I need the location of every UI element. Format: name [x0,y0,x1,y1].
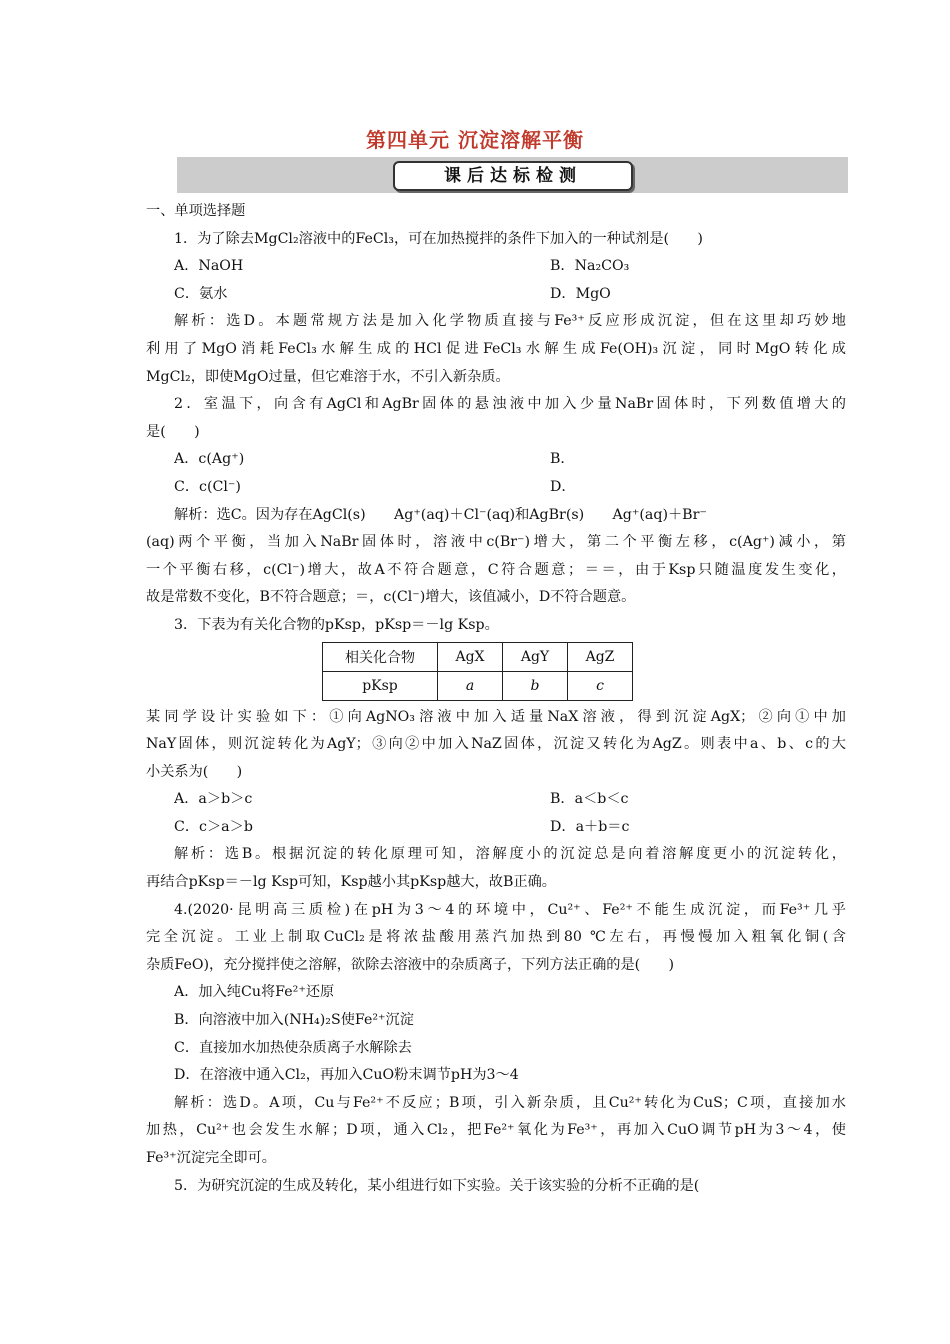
q4-option-c: C．直接加水加热使杂质离子水解除去 [174,1039,412,1056]
table-header-cell: AgX [438,642,503,671]
table-header-cell: 相关化合物 [323,642,438,671]
q2-options-ab [146,446,846,474]
q3-analysis-2: 再结合pKsp＝－lg Ksp可知，Ksp越小其pKsp越大，故B正确。 [146,874,556,891]
q2-stem-2: 是( ) [146,423,200,440]
q3-description-3: 小关系为( ) [146,763,243,780]
table-cell [568,671,633,700]
q1-stem: 1．为了除去MgCl₂溶液中的FeCl₃，可在加热搅拌的条件下加入的一种试剂是( ) [174,230,703,247]
q3-option-b: B．a＜b＜c [550,791,629,808]
q4-option-b: B．向溶液中加入(NH₄)₂S使Fe²⁺沉淀 [174,1012,414,1029]
q1-analysis-1: 解析：选D。本题常规方法是加入化学物质直接与Fe³⁺反应形成沉淀，但在这里却巧妙地 [174,313,846,330]
section-heading: 一、单项选择题 [146,203,246,219]
q2-option-c: C．c(Cl⁻) [174,478,241,495]
q2-stem-1: 2．室温下，向含有AgCl和AgBr固体的悬浊液中加入少量NaBr固体时，下列数值增大的 [174,396,846,413]
q3-stem: 3．下表为有关化合物的pKsp，pKsp＝－lg Ksp。 [174,616,499,633]
q2-analysis-1: 解析：选C。因为存在AgCl(s) Ag⁺(aq)＋Cl⁻(aq)和AgBr(s) Ag⁺(aq)＋Br⁻ [174,506,707,523]
table-cell-value: b [530,677,540,694]
q2-analysis-3: 一个平衡右移，c(Cl⁻)增大，故A不符合题意，C符合题意；＝＝，由于Ksp只随温度发生变化， [146,561,846,578]
q3-option-c: C．c＞a＞b [174,818,253,835]
q1-analysis-2: 利用了MgO消耗FeCl₃水解生成的HCl促进FeCl₃水解生成Fe(OH)₃沉淀，同时MgO转化成 [146,340,846,357]
banner-label: 课后达标检测 [393,161,633,191]
q1-analysis-3: MgCl₂，即使MgO过量，但它难溶于水，不引入新杂质。 [146,368,510,385]
table-row [323,671,633,700]
q4-analysis-2: 加热，Cu²⁺也会发生水解；D项，通入Cl₂，把Fe²⁺氧化为Fe³⁺，再加入CuO调节pH为3～4，使 [146,1122,846,1139]
q4-option-a: A．加入纯Cu将Fe²⁺还原 [174,984,335,1001]
table-cell-value: a [465,677,475,694]
table-cell [438,671,503,700]
q2-option-b: B． [550,451,575,468]
q4-analysis-3: Fe³⁺沉淀完全即可。 [146,1150,276,1166]
q1-option-d: D．MgO [550,285,611,302]
table-cell [503,671,568,700]
table-cell-value: c [596,677,604,694]
q3-option-d: D．a＋b＝c [550,818,630,835]
q3-options-cd [146,814,846,842]
content [146,198,846,1200]
q3-description-2: NaY固体，则沉淀转化为AgY；③向②中加入NaZ固体，沉淀又转化为AgZ。则表中a、b、c的大 [146,736,846,753]
q4-analysis-1: 解析：选D。A项，Cu与Fe²⁺不反应；B项，引入新杂质，且Cu²⁺转化为CuS；C项，直接加水 [174,1094,846,1111]
q5-stem: 5．为研究沉淀的生成及转化，某小组进行如下实验。关于该实验的分析不正确的是( [174,1177,700,1194]
q4-option-d: D．在溶液中通入Cl₂，再加入CuO粉末调节pH为3～4 [174,1067,519,1084]
q3-option-a: A．a＞b＞c [174,791,253,808]
table-header-row [323,642,633,671]
q2-option-a: A．c(Ag⁺) [174,451,245,468]
q1-option-a: A．NaOH [174,258,244,275]
q1-options-ab [146,253,846,281]
q1-option-b: B．Na₂CO₃ [550,258,630,275]
q4-stem-1: 4.(2020·昆明高三质检)在pH为3～4的环境中，Cu²⁺、Fe²⁺不能生成沉淀，而Fe³⁺几乎 [174,901,846,918]
table-header-cell: AgY [503,642,568,671]
page-title: 第四单元 沉淀溶解平衡 [366,128,584,152]
q3-description-1: 某同学设计实验如下：①向AgNO₃溶液中加入适量NaX溶液，得到沉淀AgX；②向①中加 [146,708,846,725]
q2-option-d: D． [550,478,576,495]
q3-options-ab [146,786,846,814]
q1-option-c: C．氨水 [174,285,228,302]
q3-analysis-1: 解析：选B。根据沉淀的转化原理可知，溶解度小的沉淀总是向着溶解度更小的沉淀转化， [174,846,846,863]
q4-stem-3: 杂质FeO)，充分搅拌使之溶解，欲除去溶液中的杂质离子，下列方法正确的是( ) [146,956,675,973]
section-banner [177,157,848,193]
table-cell: pKsp [323,671,438,700]
q2-analysis-4: 故是常数不变化，B不符合题意；＝，c(Cl⁻)增大，该值减小，D不符合题意。 [146,589,636,606]
q2-options-cd [146,474,846,502]
ksp-table [322,642,633,701]
q1-options-cd [146,281,846,309]
q2-analysis-2: (aq)两个平衡，当加入NaBr固体时，溶液中c(Br⁻)增大，第二个平衡左移，c(Ag⁺)减小，第 [146,534,846,551]
table-header-cell: AgZ [568,642,633,671]
q4-stem-2: 完全沉淀。工业上制取CuCl₂是将浓盐酸用蒸汽加热到80 ℃左右，再慢慢加入粗氧化铜(含 [146,929,846,946]
